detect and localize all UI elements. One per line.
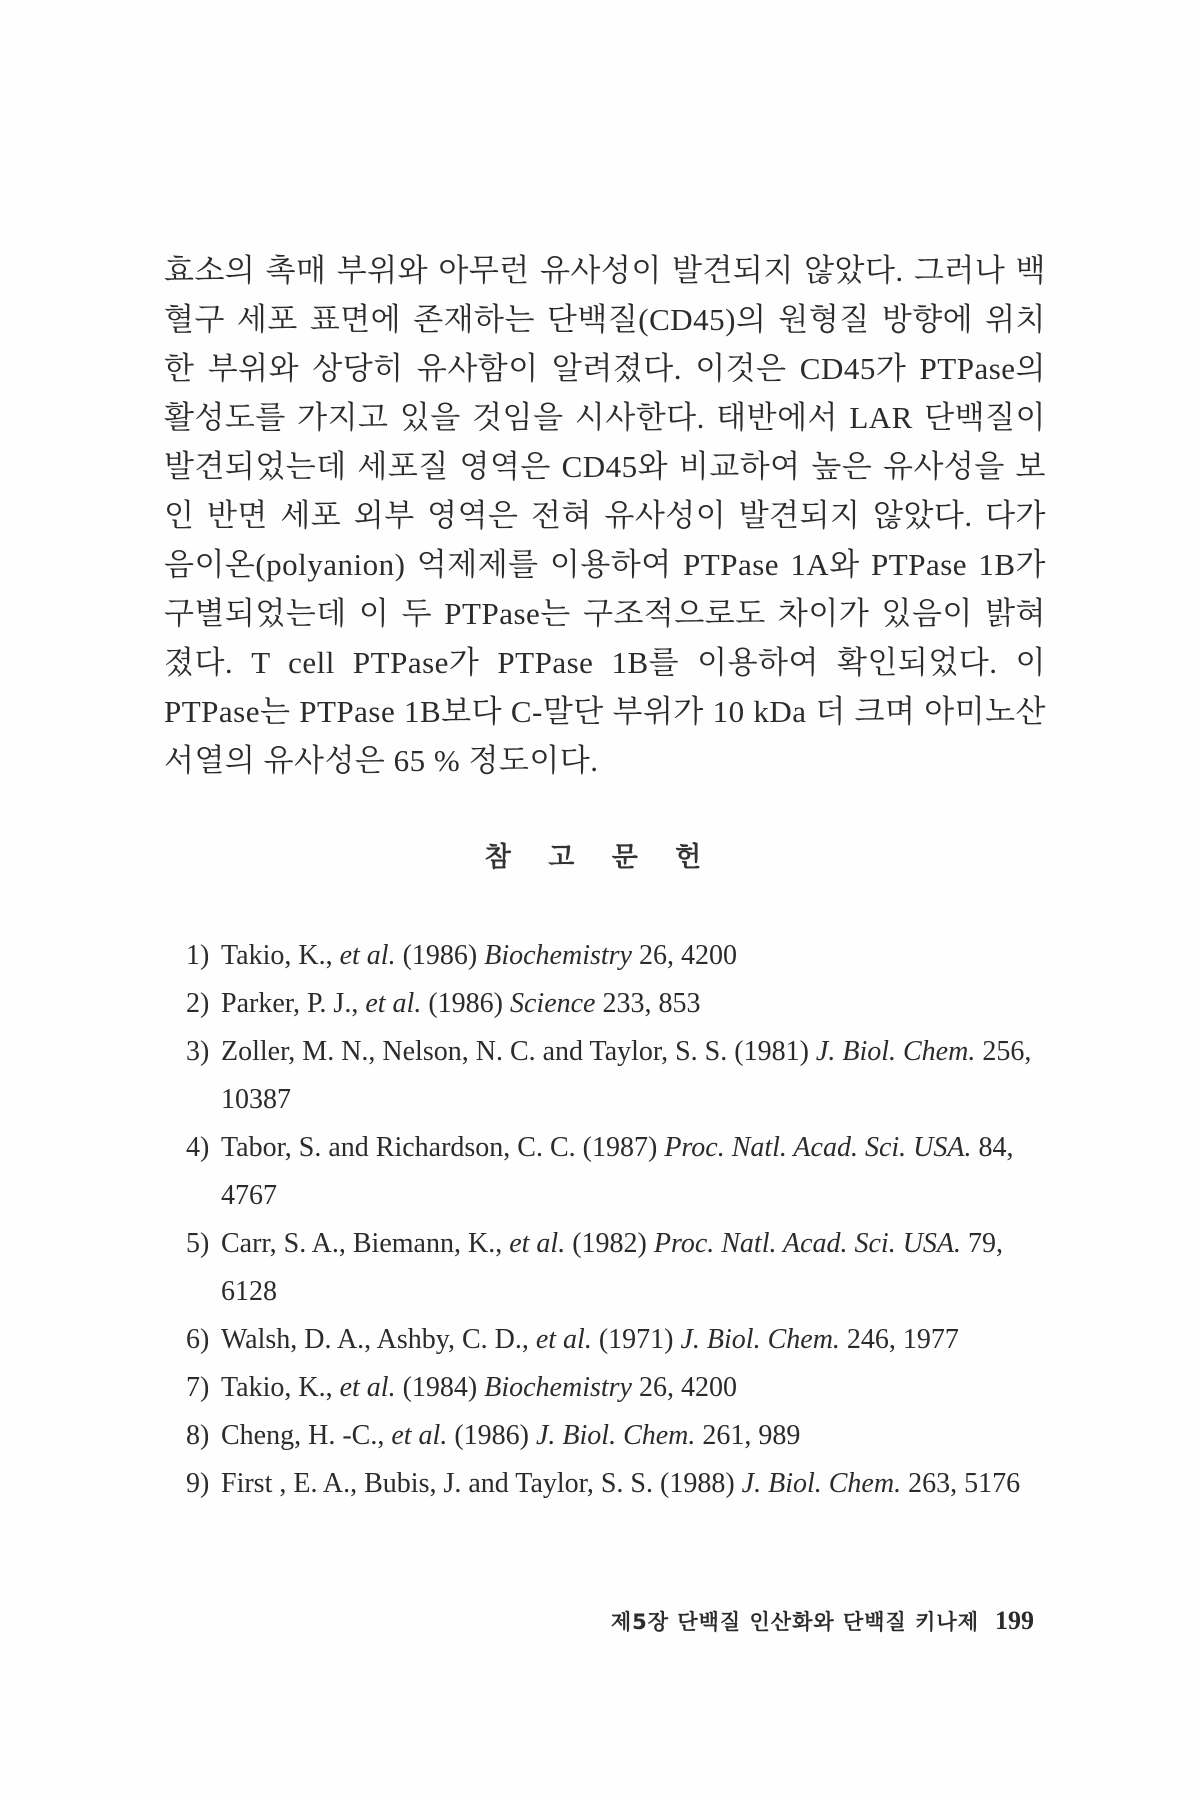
reference-authors: Takio, K., — [221, 940, 340, 971]
reference-item — [186, 1412, 1054, 1460]
reference-number: 1) — [186, 940, 210, 971]
reference-et-al: et al. — [509, 1228, 566, 1259]
reference-volume-page: 26, 4200 — [631, 940, 737, 971]
reference-journal: J. Biol. Chem. — [680, 1324, 840, 1355]
reference-item — [186, 1124, 1054, 1220]
reference-item — [186, 932, 1054, 980]
reference-authors: First , E. A., Bubis, J. and Taylor, S. S. (1988) — [221, 1468, 742, 1499]
reference-text — [221, 1036, 1031, 1115]
reference-authors: Tabor, S. and Richardson, C. C. (1987) — [221, 1132, 665, 1163]
reference-volume-page: 246, 1977 — [839, 1324, 959, 1355]
reference-year: (1986) — [447, 1420, 536, 1451]
footer-chapter-title: 제5장 단백질 인산화와 단백질 키나제 — [610, 1610, 979, 1634]
reference-et-al: et al. — [535, 1324, 592, 1355]
reference-et-al: et al. — [365, 988, 422, 1019]
reference-journal: J. Biol. Chem. — [815, 1036, 976, 1067]
page-footer — [611, 1606, 1034, 1636]
reference-item — [186, 1364, 1054, 1412]
reference-authors: Takio, K., — [221, 1372, 340, 1403]
reference-number: 3) — [186, 1036, 210, 1067]
reference-journal: Biochemistry — [484, 940, 632, 971]
reference-volume-page: 261, 989 — [695, 1420, 801, 1451]
reference-number: 9) — [186, 1468, 210, 1499]
reference-number: 6) — [186, 1324, 210, 1355]
reference-year: (1984) — [395, 1372, 485, 1403]
reference-journal: Proc. Natl. Acad. Sci. USA. — [653, 1228, 962, 1259]
reference-year: (1982) — [565, 1228, 654, 1259]
reference-number: 2) — [186, 988, 210, 1019]
references-heading: 참 고 문 헌 — [484, 842, 716, 873]
reference-volume-page: 233, 853 — [595, 988, 701, 1019]
reference-et-al: et al. — [339, 1372, 396, 1403]
reference-volume-page: 256, 10387 — [221, 1036, 1032, 1115]
reference-text — [221, 1420, 800, 1451]
reference-authors: Parker, P. J., — [221, 988, 366, 1019]
reference-text — [221, 1324, 959, 1355]
reference-volume-page: 26, 4200 — [631, 1372, 737, 1403]
references-list — [186, 932, 1054, 1508]
reference-volume-page: 79, 6128 — [221, 1228, 1004, 1307]
reference-text — [221, 1228, 1003, 1307]
reference-authors: Walsh, D. A., Ashby, C. D., — [221, 1324, 536, 1355]
reference-et-al: et al. — [339, 940, 396, 971]
reference-year: (1986) — [421, 988, 510, 1019]
reference-text — [221, 1132, 1014, 1211]
reference-item — [186, 1028, 1054, 1124]
reference-text — [221, 940, 737, 971]
reference-journal: Proc. Natl. Acad. Sci. USA. — [664, 1132, 972, 1163]
reference-year: (1971) — [591, 1324, 681, 1355]
reference-volume-page: 84, 4767 — [221, 1132, 1014, 1211]
page-number: 199 — [995, 1606, 1034, 1635]
reference-et-al: et al. — [391, 1420, 448, 1451]
body-paragraph: 효소의 촉매 부위와 아무런 유사성이 발견되지 않았다. 그러나 백혈구 세포 표면에 존재하는 단백질(CD45)의 원형질 방향에 위치한 부위와 상당히 유사함이 알려졌다. 이것은 CD45가 PTPase의 활성도를 가지고 있을 것임을 시사한다. 태반에서 LAR 단백질이 발견되었는데 세포질 영역은 CD45와 비교하여 높은 유사성을 보인 반면 세포 외부 영역은 전혀 유사성이 발견되지 않았다. 다가 음이온(polyanion) 억제제를 이용하여 PTPase 1A와 PTPase 1B가 구별되었는데 이 두 PTPase는 구조적으로도 차이가 있음이 밝혀졌다. T cell PTPase가 PTPase 1B를 이용하여 확인되었다. 이 PTPase는 PTPase 1B보다 C-말단 부위가 10 kDa 더 크며 아미노산 서열의 유사성은 65 % 정도이다. — [164, 253, 1046, 778]
reference-item — [186, 1220, 1054, 1316]
reference-journal: J. Biol. Chem. — [741, 1468, 902, 1499]
reference-authors: Carr, S. A., Biemann, K., — [221, 1228, 510, 1259]
reference-volume-page: 263, 5176 — [901, 1468, 1021, 1499]
reference-item — [186, 1460, 1054, 1508]
reference-number: 5) — [186, 1228, 210, 1259]
reference-authors: Zoller, M. N., Nelson, N. C. and Taylor, S. S. (1981) — [221, 1036, 816, 1067]
reference-authors: Cheng, H. -C., — [221, 1420, 392, 1451]
reference-journal: Biochemistry — [484, 1372, 632, 1403]
reference-text — [221, 988, 700, 1019]
reference-number: 7) — [186, 1372, 210, 1403]
reference-item — [186, 1316, 1054, 1364]
reference-journal: J. Biol. Chem. — [535, 1420, 696, 1451]
reference-text — [221, 1372, 737, 1403]
reference-item — [186, 980, 1054, 1028]
reference-number: 4) — [186, 1132, 210, 1163]
reference-text — [221, 1468, 1020, 1499]
reference-number: 8) — [186, 1420, 210, 1451]
reference-year: (1986) — [395, 940, 485, 971]
reference-journal: Science — [509, 988, 596, 1019]
